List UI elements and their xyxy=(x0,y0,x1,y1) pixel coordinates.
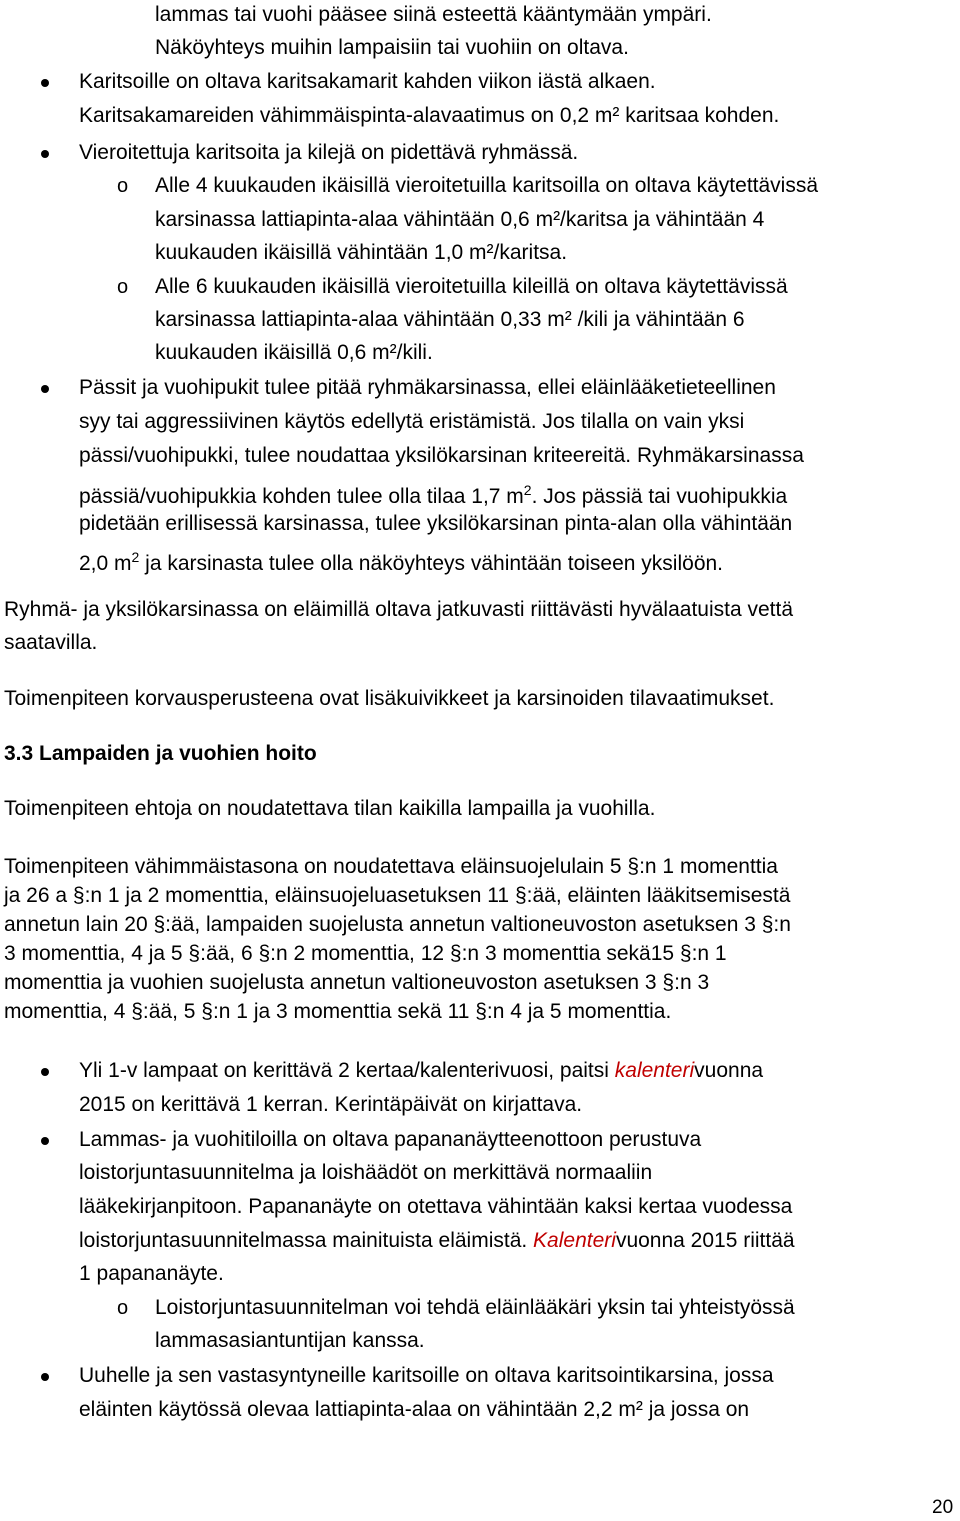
superscript: 2 xyxy=(523,482,532,498)
text-span: vuonna 2015 riittää xyxy=(615,1229,795,1252)
text-line: lammas tai vuohi pääsee siinä esteettä kääntymään ympäri. xyxy=(155,3,712,26)
text-line: lääkekirjanpitoon. Papananäyte on otettava vähintään kaksi kertaa vuodessa xyxy=(79,1195,793,1218)
text-line: 1 papananäyte. xyxy=(79,1262,224,1285)
text-line: pidetään erillisessä karsinassa, tulee yksilökarsinan pinta-alan olla vähintään xyxy=(79,512,793,535)
text-line: Näköyhteys muihin lampaisiin tai vuohiin on oltava. xyxy=(155,36,629,59)
text-span: loistorjuntasuunnitelmassa mainituista eläimistä. xyxy=(79,1229,534,1252)
bullet-dot xyxy=(41,150,49,158)
sub-bullet-marker: o xyxy=(117,1297,129,1319)
text-line: Toimenpiteen vähimmäistasona on noudatettava eläinsuojelulain 5 §:n 1 momenttia xyxy=(4,855,778,878)
text-span: pässiä/vuohipukkia kohden tulee olla tilaa 1,7 m xyxy=(79,485,524,508)
sub-bullet-marker: o xyxy=(117,175,129,197)
text-line: pässi/vuohipukki, tulee noudattaa yksilökarsinan kriteereitä. Ryhmäkarsinassa xyxy=(79,444,804,467)
highlighted-word: Kalenteri xyxy=(533,1229,616,1252)
text-line: Toimenpiteen ehtoja on noudatettava tilan kaikilla lampailla ja vuohilla. xyxy=(4,797,656,820)
text-line xyxy=(79,545,723,576)
text-span: ja karsinasta tulee olla näköyhteys vähintään toiseen yksilöön. xyxy=(139,552,724,575)
sub-bullet-marker: o xyxy=(117,276,129,298)
text-line: loistorjuntasuunnitelma ja loishäädöt on merkittävä normaaliin xyxy=(79,1161,653,1184)
text-line: kuukauden ikäisillä 0,6 m²/kili. xyxy=(155,341,433,364)
superscript: 2 xyxy=(131,549,140,565)
bullet-dot xyxy=(41,1137,49,1145)
text-line: Pässit ja vuohipukit tulee pitää ryhmäkarsinassa, ellei eläinlääketieteellinen xyxy=(79,376,776,399)
text-line: saatavilla. xyxy=(4,631,98,654)
text-line: ja 26 a §:n 1 ja 2 momenttia, eläinsuojeluasetuksen 11 §:ää, eläinten lääkitsemisestä xyxy=(4,884,791,907)
text-line: karsinassa lattiapinta-alaa vähintään 0,33 m² /kili ja vähintään 6 xyxy=(155,308,745,331)
bullet-dot xyxy=(41,1373,49,1381)
text-line: Karitsakamareiden vähimmäispinta-alavaatimus on 0,2 m² karitsaa kohden. xyxy=(79,104,780,127)
text-line: kuukauden ikäisillä vähintään 1,0 m²/karitsa. xyxy=(155,241,568,264)
text-line: Alle 4 kuukauden ikäisillä vieroitetuilla karitsoilla on oltava käytettävissä xyxy=(155,174,819,197)
text-line: Karitsoille on oltava karitsakamarit kahden viikon iästä alkaen. xyxy=(79,70,656,93)
bullet-dot xyxy=(41,1068,49,1076)
text-line: momenttia ja vuohien suojelusta annetun valtioneuvoston asetuksen 3 §:n 3 xyxy=(4,971,710,994)
text-line xyxy=(79,1229,795,1253)
text-line: Uuhelle ja sen vastasyntyneille karitsoille on oltava karitsointikarsina, jossa xyxy=(79,1364,774,1387)
text-line: syy tai aggressiivinen käytös edellytä eristämistä. Jos tilalla on vain yksi xyxy=(79,410,745,433)
text-span: 2,0 m xyxy=(79,552,132,575)
text-line: lammasasiantuntijan kanssa. xyxy=(155,1329,425,1352)
text-line: 2015 on kerittävä 1 kerran. Kerintäpäivät on kirjattava. xyxy=(79,1093,583,1116)
text-line: Vieroitettuja karitsoita ja kilejä on pidettävä ryhmässä. xyxy=(79,141,579,164)
text-line: 3 momenttia, 4 ja 5 §:ää, 6 §:n 2 momenttia, 12 §:n 3 momenttia sekä15 §:n 1 xyxy=(4,942,727,965)
text-line: Alle 6 kuukauden ikäisillä vieroitetuilla kileillä on oltava käytettävissä xyxy=(155,275,788,298)
text-line: Ryhmä- ja yksilökarsinassa on eläimillä oltava jatkuvasti riittävästi hyvälaatuista vettä xyxy=(4,598,793,621)
text-span: . Jos pässiä tai vuohipukkia xyxy=(531,485,788,508)
text-line: Loistorjuntasuunnitelman voi tehdä eläinlääkäri yksin tai yhteistyössä xyxy=(155,1296,795,1319)
text-span: Yli 1-v lampaat on kerittävä 2 kertaa/kalenterivuosi, paitsi xyxy=(79,1059,615,1082)
text-line: Lammas- ja vuohitiloilla on oltava papananäytteenottoon perustuva xyxy=(79,1128,702,1151)
text-line xyxy=(79,1059,763,1083)
page-number: 20 xyxy=(932,1497,954,1518)
text-line: annetun lain 20 §:ää, lampaiden suojelusta annetun valtioneuvoston asetuksen 3 §:n xyxy=(4,913,791,936)
bullet-dot xyxy=(41,79,49,87)
text-line: momenttia, 4 §:ää, 5 §:n 1 ja 3 momenttia sekä 11 §:n 4 ja 5 momenttia. xyxy=(4,1000,672,1023)
text-line: eläinten käytössä olevaa lattiapinta-alaa on vähintään 2,2 m² ja jossa on xyxy=(79,1398,750,1421)
highlighted-word: kalenteri xyxy=(614,1059,695,1082)
text-line: karsinassa lattiapinta-alaa vähintään 0,6 m²/karitsa ja vähintään 4 xyxy=(155,208,765,231)
bullet-dot xyxy=(41,385,49,393)
section-heading: 3.3 Lampaiden ja vuohien hoito xyxy=(4,742,317,765)
text-line xyxy=(79,478,787,509)
text-span: vuonna xyxy=(694,1059,764,1082)
text-line: Toimenpiteen korvausperusteena ovat lisäkuivikkeet ja karsinoiden tilavaatimukset. xyxy=(4,687,775,710)
